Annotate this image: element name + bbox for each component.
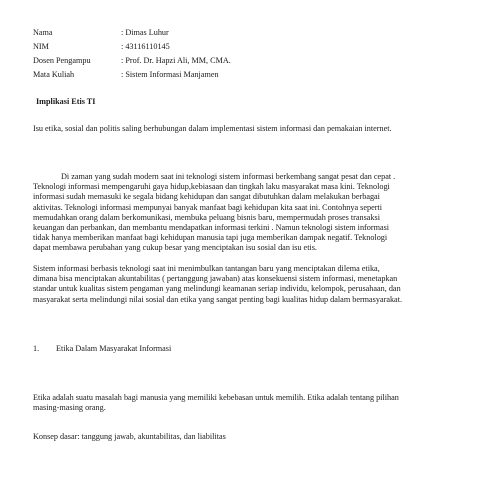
paragraph-line: Di zaman yang sudah modern saat ini teknologi sistem informasi berkembang sangat pesat dan cepat . <box>61 172 396 181</box>
paragraph-line: dapat membawa perubahan yang cukup besar yang menciptakan isu sosial dan isu etis. <box>33 243 317 253</box>
paragraph-2 <box>33 264 473 305</box>
meta-value: : Sistem Informasi Manjamen <box>121 70 219 79</box>
meta-key: Mata Kuliah <box>33 70 75 79</box>
meta-value: : Dimas Luhur <box>121 28 169 37</box>
paragraph-line: informasi sudah memasuki ke segala bidang kehidupan dan sangat dibutuhkan dalam melakukan berbagai <box>33 192 380 202</box>
section-number: 1. <box>33 344 40 353</box>
paragraph-line: Teknologi informasi mempengaruhi gaya hidup,kebiasaan dan tingkah laku masyarakat masa kini. Teknologi <box>33 182 390 192</box>
paragraph-line: keuangan dan perbankan, dan membantu mendapatkan informasi terkini . Namun teknologi sistem informasi <box>33 223 390 233</box>
meta-value: : Prof. Dr. Hapzi Ali, MM, CMA. <box>121 56 231 65</box>
paragraph-line: Sistem informasi berbasis teknologi saat ini menimbulkan tantangan baru yang menciptakan dilema etika, <box>33 264 380 273</box>
paragraph-line: masing-masing orang. <box>33 403 106 413</box>
meta-key: NIM <box>33 42 49 51</box>
paragraph-line: standar untuk kualitas sistem pengaman yang melindungi keamanan seriap individu, kelompok, perusahaan, dan <box>33 284 401 294</box>
section-heading: Implikasi Etis TI <box>36 97 96 106</box>
paragraph-3 <box>33 393 473 413</box>
paragraph-line: memudahkan orang dalam berkomunikasi, membuka peluang bisnis baru, mempermudah proses transaksi <box>33 212 380 222</box>
meta-key: Nama <box>33 28 53 37</box>
paragraph-line: masyarakat serta melindungi nilai sosial dan etika yang sangat penting bagi kualitas hidup dalam bermasyarakat. <box>33 294 403 304</box>
meta-key: Dosen Pengampu <box>33 56 91 65</box>
section-title: Etika Dalam Masyarakat Informasi <box>56 344 172 353</box>
paragraph-line: Konsep dasar: tanggung jawab, akuntabilitas, dan liabilitas <box>33 432 226 441</box>
intro-line: Isu etika, sosial dan politis saling berhubungan dalam implementasi sistem informasi dan pemakaian internet. <box>33 124 392 133</box>
paragraph-1 <box>33 172 473 254</box>
intro-paragraph <box>33 124 473 134</box>
paragraph-line: dimana bisa menciptakan akuntabilitas ( pertanggung jawaban) atas konsekuensi sistem informasi, menetapkan <box>33 274 398 284</box>
paragraph-line: aktivitas. Teknologi informasi mempunyai banyak manfaat bagi kehidupan kita saat ini. Contohnya seperti <box>33 202 382 212</box>
paragraph-line: Etika adalah suatu masalah bagi manusia yang memiliki kebebasan untuk memilih. Etika adalah tentang pilihan <box>33 393 399 402</box>
meta-value: : 43116110145 <box>121 42 170 51</box>
paragraph-line: tidak hanya memberikan manfaat bagi kehidupan manusia tapi juga memberikan dampak negatif. Teknologi <box>33 233 388 243</box>
paragraph-4 <box>33 432 473 442</box>
